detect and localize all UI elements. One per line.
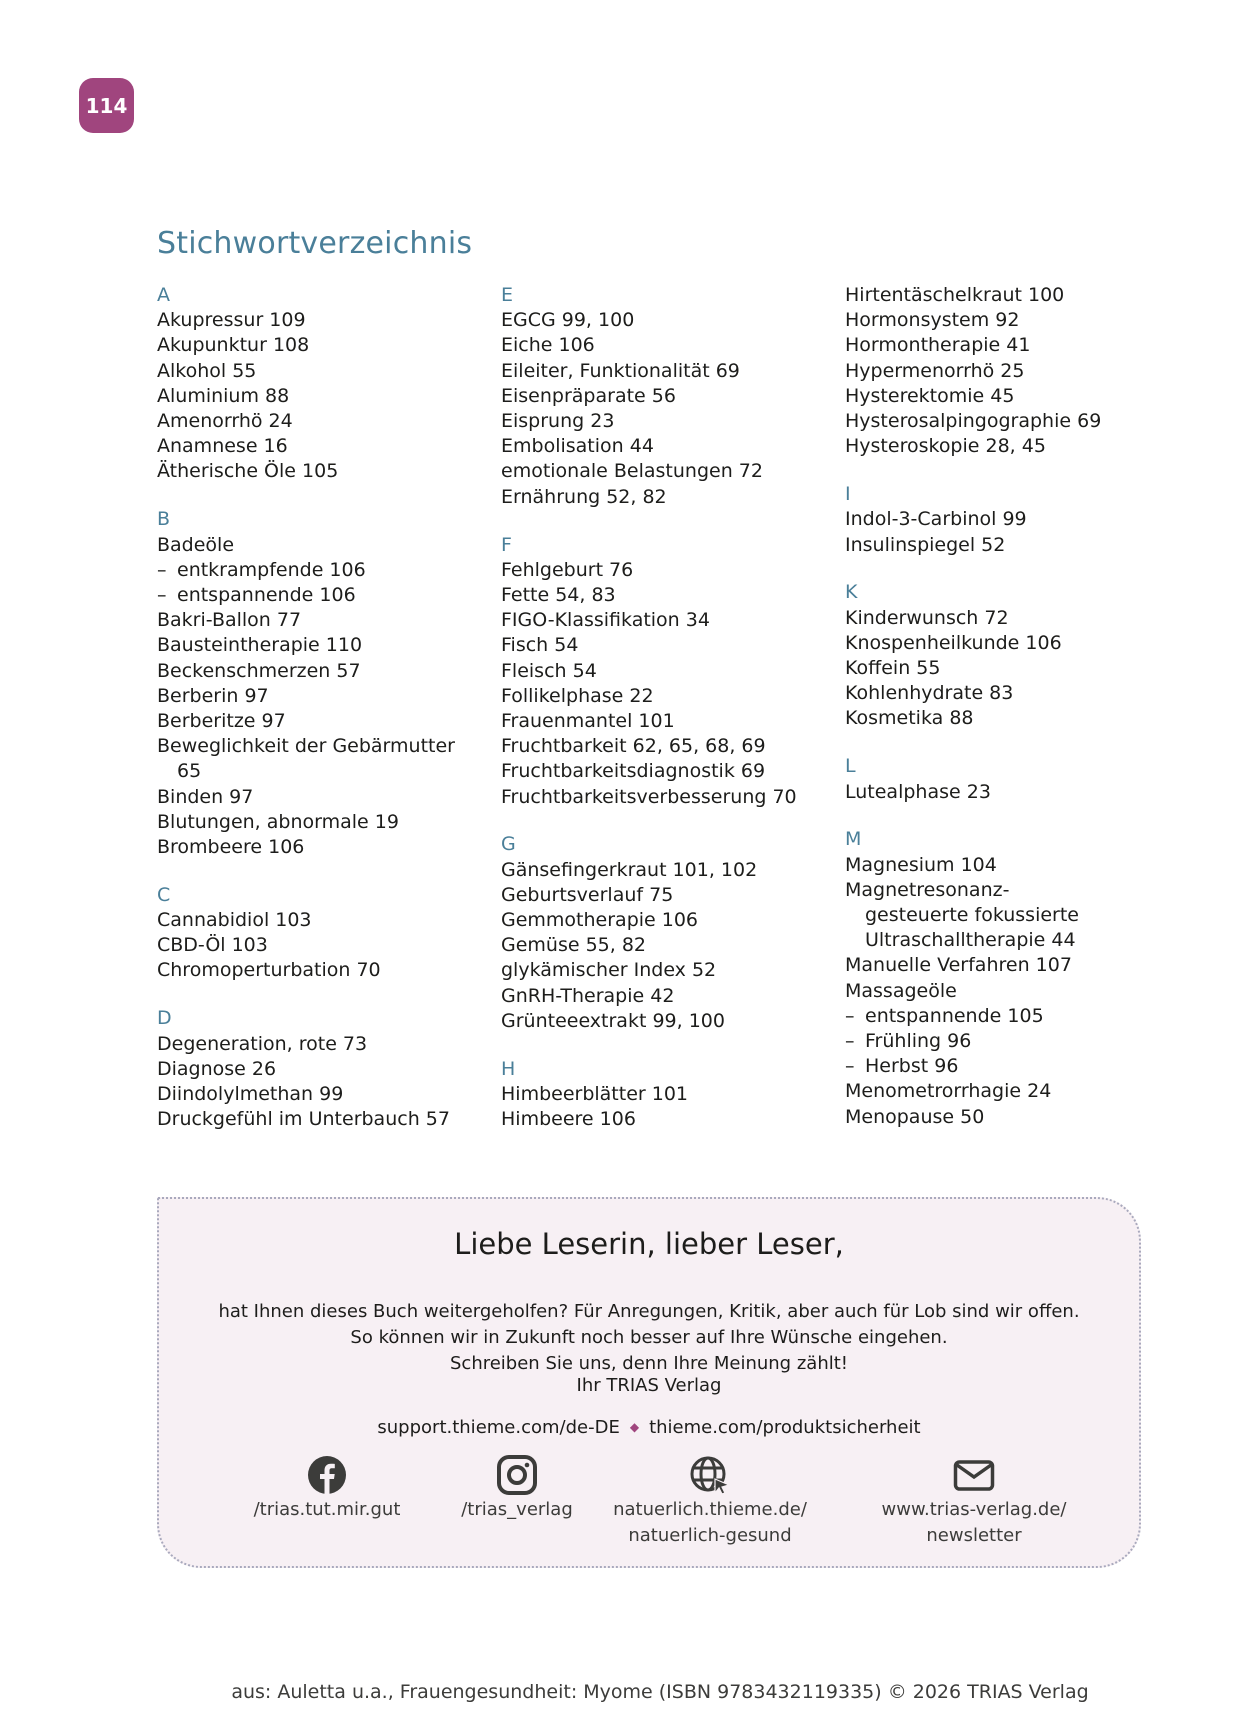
reader-feedback-box <box>157 1197 1141 1568</box>
index-entry: Fruchtbarkeit 62, 65, 68, 69 <box>501 735 766 758</box>
index-entry: Hypermenorrhö 25 <box>845 359 1025 382</box>
index-entry: Lutealphase 23 <box>845 780 991 803</box>
newsletter-link[interactable] <box>854 1455 1094 1549</box>
index-entry: Bausteintherapie 110 <box>157 634 363 657</box>
index-entry: Magnesium 104 <box>845 853 997 876</box>
section-letter: M <box>845 828 862 851</box>
facebook-icon <box>307 1455 347 1495</box>
section-letter: I <box>845 483 851 506</box>
section-letter: C <box>157 883 171 906</box>
index-entry: Ätherische Öle 105 <box>157 460 339 483</box>
index-section <box>157 283 487 485</box>
index-entry: Kosmetika 88 <box>845 707 974 730</box>
index-entry: GnRH-Therapie 42 <box>501 984 675 1007</box>
index-entry: Druckgefühl im Unterbauch 57 <box>157 1108 450 1131</box>
index-entry: Degeneration, rote 73 <box>157 1032 368 1055</box>
index-section <box>157 507 487 860</box>
box-links <box>159 1417 1139 1438</box>
index-entry: Insulinspiegel 52 <box>845 533 1006 556</box>
index-entry: Kinderwunsch 72 <box>845 606 1009 629</box>
index-entry: Binden 97 <box>157 785 254 808</box>
section-letter: E <box>501 284 514 306</box>
index-entry: Anamnese 16 <box>157 435 288 458</box>
section-letter: G <box>501 833 516 856</box>
index-entry: Embolisation 44 <box>501 435 654 458</box>
index-entry: Aluminium 88 <box>157 384 290 407</box>
index-entry: Follikelphase 22 <box>501 684 654 707</box>
newsletter-url-line: newsletter <box>926 1525 1022 1546</box>
index-entry: Hormontherapie 41 <box>845 334 1031 357</box>
instagram-handle: /trias_verlag <box>461 1499 573 1520</box>
index-subentry: – Frühling 96 <box>845 1029 1205 1054</box>
index-entry: emotionale Belastungen 72 <box>501 460 763 483</box>
support-link[interactable]: support.thieme.com/de-DE <box>377 1417 620 1438</box>
box-text-line: hat Ihnen dieses Buch weitergeholfen? Für Anregungen, Kritik, aber auch für Lob sind wir offen. <box>218 1301 1080 1322</box>
index-entry: Magnetresonanz- <box>845 878 1010 901</box>
index-subentry: – entkrampfende 106 <box>157 558 487 583</box>
index-entry: Berberin 97 <box>157 684 269 707</box>
index-entry: Himbeerblätter 101 <box>501 1082 689 1105</box>
index-section <box>845 754 1205 804</box>
index-section <box>157 883 487 984</box>
index-subentry: – Herbst 96 <box>845 1054 1205 1079</box>
index-entry: Kohlenhydrate 83 <box>845 682 1014 705</box>
website-url-line: natuerlich.thieme.de/ <box>613 1499 807 1520</box>
globe-icon <box>689 1455 731 1495</box>
section-letter: A <box>157 284 170 306</box>
index-entry: Himbeere 106 <box>501 1108 636 1131</box>
index-entry: Eileiter, Funktionalität 69 <box>501 359 740 382</box>
index-entry: Cannabidiol 103 <box>157 909 312 932</box>
section-letter: K <box>845 581 858 604</box>
index-entry: Beckenschmerzen 57 <box>157 659 361 682</box>
index-entry: Gemmotherapie 106 <box>501 909 699 932</box>
section-letter: H <box>501 1057 516 1080</box>
index-entry: Diindolylmethan 99 <box>157 1082 344 1105</box>
index-entry: Grünteeextrakt 99, 100 <box>501 1009 725 1032</box>
index-entry: Berberitze 97 <box>157 709 286 732</box>
index-section <box>845 283 1205 459</box>
index-entry: Brombeere 106 <box>157 835 305 858</box>
index-entry: Bakri-Ballon 77 <box>157 609 302 632</box>
index-entry: FIGO-Klassifikation 34 <box>501 609 710 632</box>
index-section <box>501 832 831 1034</box>
index-entry: Chromoperturbation 70 <box>157 959 381 982</box>
index-entry: Massageöle <box>845 979 957 1002</box>
facebook-handle: /trias.tut.mir.gut <box>253 1499 401 1520</box>
index-section <box>845 580 1205 731</box>
index-column-2 <box>501 283 831 1155</box>
index-entry: Akupressur 109 <box>157 309 306 332</box>
index-entry: Geburtsverlauf 75 <box>501 883 674 906</box>
index-entry: Ernährung 52, 82 <box>501 485 667 508</box>
section-letter: D <box>157 1007 172 1030</box>
index-entry: Diagnose 26 <box>157 1057 277 1080</box>
index-entry: Fruchtbarkeitsdiagnostik 69 <box>501 760 766 783</box>
index-entry: Manuelle Verfahren 107 <box>845 954 1072 977</box>
website-url-line: natuerlich-gesund <box>628 1525 792 1546</box>
index-entry: Indol-3-Carbinol 99 <box>845 508 1027 531</box>
index-section <box>157 1006 487 1132</box>
index-entry: Hysterosalpingographie 69 <box>845 410 1102 433</box>
index-entry: Ultraschalltherapie 44 <box>865 929 1076 952</box>
index-entry: Gänsefingerkraut 101, 102 <box>501 858 758 881</box>
index-entry: 65 <box>177 760 202 783</box>
box-text-line: So können wir in Zukunft noch besser auf Ihre Wünsche eingehen. <box>350 1327 948 1348</box>
index-entry: Hysterektomie 45 <box>845 384 1015 407</box>
newsletter-url-line: www.trias-verlag.de/ <box>881 1499 1067 1520</box>
index-entry: Hysteroskopie 28, 45 <box>845 435 1046 458</box>
index-entry: Beweglichkeit der Gebärmutter <box>157 735 455 758</box>
index-entry: EGCG 99, 100 <box>501 309 635 332</box>
index-subentry: – entspannende 106 <box>157 583 487 608</box>
box-text-line: Schreiben Sie uns, denn Ihre Meinung zählt! <box>450 1353 848 1374</box>
website-link[interactable] <box>590 1455 830 1549</box>
index-entry: Menometrorrhagie 24 <box>845 1080 1052 1103</box>
box-signature: Ihr TRIAS Verlag <box>576 1375 722 1396</box>
index-entry: Knospenheilkunde 106 <box>845 631 1062 654</box>
index-entry: Hormonsystem 92 <box>845 309 1020 332</box>
section-letter: L <box>845 755 856 778</box>
index-subentry: – entspannende 105 <box>845 1004 1205 1029</box>
index-section <box>845 482 1205 558</box>
index-entry: glykämischer Index 52 <box>501 959 717 982</box>
index-entry: Badeöle <box>157 533 235 556</box>
index-section <box>501 1057 831 1133</box>
index-entry: Frauenmantel 101 <box>501 709 675 732</box>
index-entry: Eiche 106 <box>501 334 595 357</box>
mail-icon <box>953 1455 995 1495</box>
index-entry: Koffein 55 <box>845 657 941 680</box>
index-column-3 <box>845 283 1205 1153</box>
index-entry: Eisprung 23 <box>501 410 615 433</box>
index-entry: Hirtentäschelkraut 100 <box>845 284 1065 306</box>
index-entry: gesteuerte fokussierte <box>865 904 1080 927</box>
index-column-1 <box>157 283 487 1155</box>
index-section <box>845 827 1205 1129</box>
bullet-separator: ◆ <box>629 1420 640 1434</box>
index-entry: Fruchtbarkeitsverbesserung 70 <box>501 785 797 808</box>
instagram-icon <box>497 1455 537 1495</box>
index-entry: Akupunktur 108 <box>157 334 310 357</box>
index-entry: Gemüse 55, 82 <box>501 934 647 957</box>
product-safety-link[interactable]: thieme.com/produktsicherheit <box>649 1417 921 1438</box>
index-entry: Blutungen, abnormale 19 <box>157 810 399 833</box>
box-text <box>159 1299 1139 1377</box>
index-entry: Eisenpräparate 56 <box>501 384 676 407</box>
index-entry: CBD-Öl 103 <box>157 934 268 957</box>
section-letter: B <box>157 508 171 531</box>
index-entry: Fisch 54 <box>501 634 579 657</box>
index-entry: Alkohol 55 <box>157 359 257 382</box>
page-title: Stichwortverzeichnis <box>157 226 473 261</box>
copyright-footer: aus: Auletta u.a., Frauengesundheit: Myome (ISBN 9783432119335) © 2026 TRIAS Verlag <box>231 1681 1089 1703</box>
page-number-badge: 114 <box>79 78 134 133</box>
index-entry: Amenorrhö 24 <box>157 410 293 433</box>
index-section <box>501 533 831 810</box>
index-entry: Menopause 50 <box>845 1105 985 1128</box>
box-title: Liebe Leserin, lieber Leser, <box>454 1227 844 1261</box>
index-entry: Fleisch 54 <box>501 659 597 682</box>
index-entry: Fette 54, 83 <box>501 583 616 606</box>
index-section <box>501 283 831 510</box>
index-entry: Fehlgeburt 76 <box>501 558 634 581</box>
section-letter: F <box>501 533 512 556</box>
